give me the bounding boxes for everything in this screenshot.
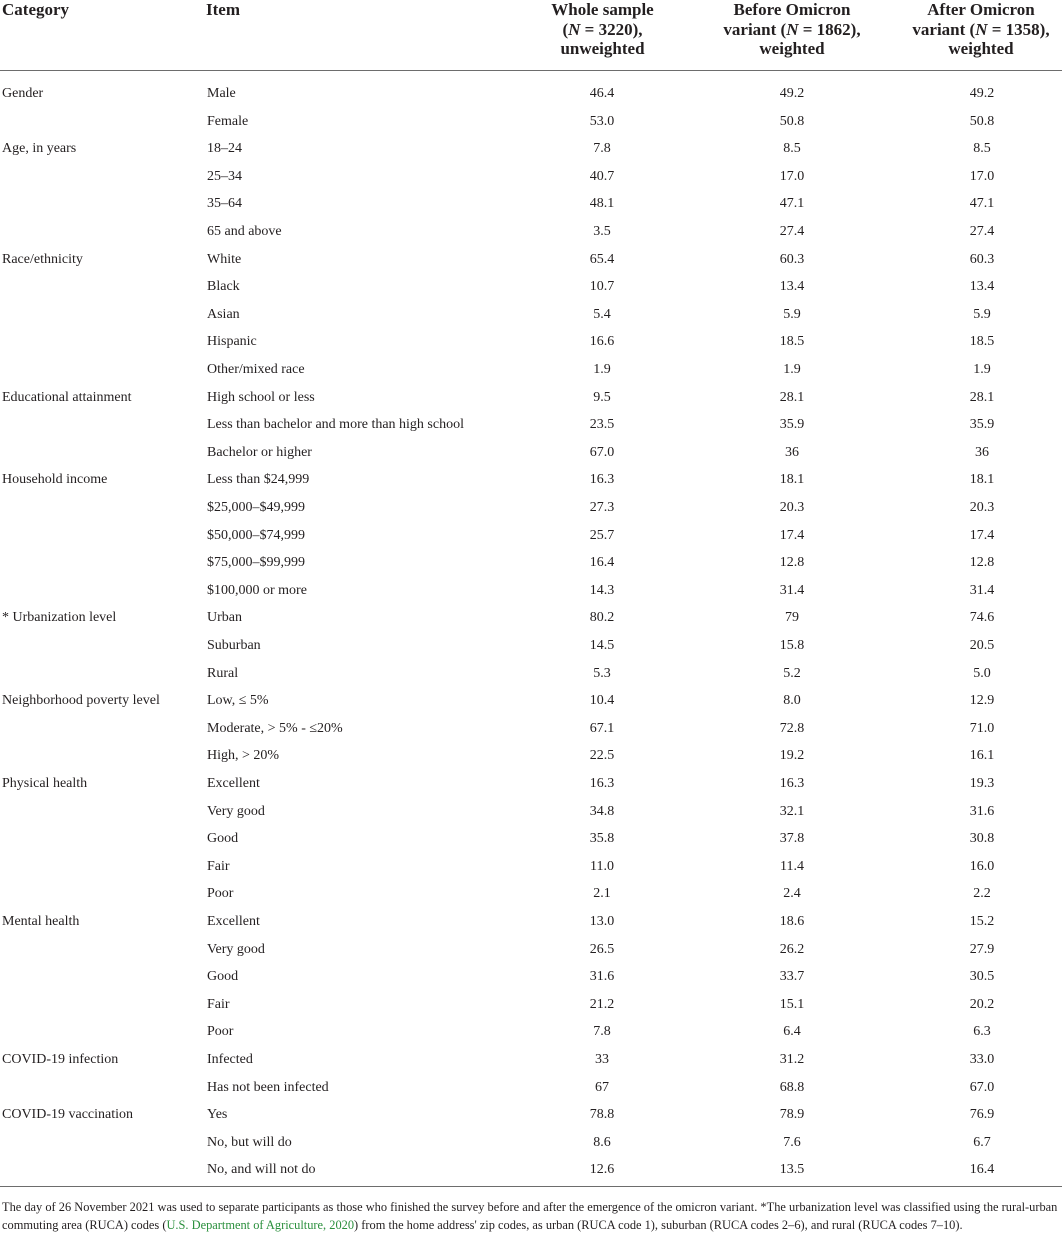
before-omicron-cell: 15.1 <box>779 996 805 1012</box>
after-omicron-cell: 20.3 <box>969 500 995 515</box>
whole-sample-cell: 67 <box>595 1079 609 1095</box>
item-cell: Fair <box>207 996 230 1012</box>
before-omicron-cell: 72.8 <box>779 720 805 736</box>
after-omicron-cell: 31.6 <box>969 803 995 819</box>
whole-sample-cell: 16.3 <box>589 776 615 791</box>
table-bottom-rule <box>0 1186 1062 1187</box>
category-cell: Gender <box>2 86 44 101</box>
whole-sample-cell: 14.3 <box>589 582 615 598</box>
whole-sample-cell: 80.2 <box>589 610 615 626</box>
table-row <box>0 190 1062 218</box>
before-omicron-cell: 1.9 <box>783 362 801 377</box>
item-cell: Moderate, > 5% - ≤20% <box>207 720 343 736</box>
table-row <box>0 439 1062 467</box>
header-before-line1: Before Omicron <box>733 0 851 19</box>
header-after-omicron <box>900 0 1062 59</box>
after-omicron-cell: 74.6 <box>969 610 995 626</box>
whole-sample-cell: 16.6 <box>589 334 615 350</box>
before-omicron-cell: 26.2 <box>779 941 805 957</box>
after-omicron-cell: 13.4 <box>969 279 995 295</box>
whole-sample-cell: 33 <box>595 1052 609 1067</box>
before-omicron-cell: 15.8 <box>779 638 805 653</box>
whole-sample-cell: 1.9 <box>593 362 611 377</box>
item-cell: $100,000 or more <box>207 582 307 598</box>
table-row <box>0 1129 1062 1157</box>
before-omicron-cell: 11.4 <box>780 858 804 874</box>
table-row <box>0 687 1062 715</box>
item-cell: Excellent <box>207 914 260 929</box>
whole-sample-cell: 35.8 <box>589 831 615 847</box>
before-omicron-cell: 28.1 <box>779 389 805 405</box>
before-omicron-cell: 16.3 <box>779 776 805 791</box>
table-row <box>0 1074 1062 1102</box>
item-cell: Poor <box>207 886 234 902</box>
category-cell: Mental health <box>2 914 80 929</box>
whole-sample-cell: 78.8 <box>589 1107 615 1123</box>
after-omicron-cell: 12.8 <box>969 555 995 571</box>
item-cell: Male <box>207 86 236 101</box>
footnote-text-start: The day of 26 November 2021 was used to separate participants as those who finished the survey before and after the emergence of the omicron variant. *The urbanization level was classified using the rural-urban commuting area (RUCA) codes ( <box>2 1200 1058 1232</box>
after-omicron-cell: 16.1 <box>969 748 995 764</box>
before-omicron-cell: 27.4 <box>779 224 805 239</box>
before-omicron-cell: 32.1 <box>779 803 805 819</box>
whole-sample-cell: 34.8 <box>589 803 615 819</box>
header-before-omicron <box>712 0 872 59</box>
table-row <box>0 798 1062 826</box>
before-omicron-cell: 31.2 <box>779 1052 805 1067</box>
table-row <box>0 742 1062 770</box>
item-cell: Good <box>207 831 239 847</box>
whole-sample-cell: 31.6 <box>589 969 615 985</box>
before-omicron-cell: 18.1 <box>779 472 805 488</box>
whole-sample-cell: 7.8 <box>593 1024 611 1040</box>
before-omicron-cell: 35.9 <box>779 417 805 433</box>
before-omicron-cell: 50.8 <box>779 113 805 129</box>
whole-sample-cell: 2.1 <box>593 886 611 902</box>
item-cell: Excellent <box>207 776 260 791</box>
header-whole-sample <box>540 0 665 59</box>
table-row <box>0 991 1062 1019</box>
whole-sample-cell: 10.4 <box>589 693 615 709</box>
before-omicron-cell: 20.3 <box>779 500 805 515</box>
header-whole-line3: unweighted <box>560 39 645 58</box>
after-omicron-cell: 20.5 <box>969 638 995 653</box>
item-cell: 65 and above <box>207 224 282 239</box>
whole-sample-cell: 65.4 <box>589 251 615 267</box>
after-omicron-cell: 36 <box>975 444 989 460</box>
whole-sample-cell: 53.0 <box>589 113 615 129</box>
after-omicron-cell: 18.1 <box>969 472 995 488</box>
after-omicron-cell: 1.9 <box>973 362 991 377</box>
after-omicron-cell: 8.5 <box>973 141 991 157</box>
after-omicron-cell: 30.8 <box>969 831 995 847</box>
item-cell: Asian <box>207 306 240 322</box>
table-row <box>0 715 1062 743</box>
table-row <box>0 328 1062 356</box>
table-row <box>0 1046 1062 1074</box>
category-cell: COVID-19 vaccination <box>2 1107 134 1123</box>
before-omicron-cell: 36 <box>785 444 799 460</box>
after-omicron-cell: 17.4 <box>969 527 995 543</box>
before-omicron-cell: 68.8 <box>779 1079 805 1095</box>
after-omicron-cell: 47.1 <box>969 196 995 212</box>
item-cell: No, and will not do <box>207 1162 316 1178</box>
after-omicron-cell: 27.4 <box>969 224 995 239</box>
item-cell: High school or less <box>207 389 315 405</box>
item-cell: Yes <box>207 1107 228 1123</box>
after-omicron-cell: 18.5 <box>969 334 995 350</box>
table-row <box>0 301 1062 329</box>
category-cell: * Urbanization level <box>2 610 117 626</box>
after-omicron-cell: 5.0 <box>973 665 991 681</box>
item-cell: Fair <box>207 858 230 874</box>
after-omicron-cell: 17.0 <box>969 168 995 184</box>
whole-sample-cell: 67.1 <box>589 720 615 736</box>
item-cell: Less than $24,999 <box>207 472 310 488</box>
item-cell: Infected <box>207 1052 253 1067</box>
whole-sample-cell: 23.5 <box>589 417 615 433</box>
table-row <box>0 660 1062 688</box>
after-omicron-cell: 33.0 <box>969 1052 995 1067</box>
whole-sample-cell: 16.4 <box>589 555 615 571</box>
before-omicron-cell: 18.6 <box>779 914 805 929</box>
whole-sample-cell: 14.5 <box>589 638 615 653</box>
table-row <box>0 963 1062 991</box>
before-omicron-cell: 17.0 <box>779 168 805 184</box>
footnote-text-end: ) from the home address' zip codes, as urban (RUCA code 1), suburban (RUCA codes 2–6), and rural (RUCA codes 7–10). <box>354 1218 963 1232</box>
whole-sample-cell: 67.0 <box>589 444 615 460</box>
whole-sample-cell: 22.5 <box>589 748 615 764</box>
after-omicron-cell: 2.2 <box>973 886 991 902</box>
item-cell: Rural <box>207 665 239 681</box>
table-row <box>0 604 1062 632</box>
table-row <box>0 466 1062 494</box>
category-cell: Age, in years <box>2 141 77 157</box>
item-cell: No, but will do <box>207 1134 292 1150</box>
item-cell: Urban <box>207 610 242 626</box>
table-row <box>0 853 1062 881</box>
item-cell: Poor <box>207 1024 234 1040</box>
before-omicron-cell: 37.8 <box>779 831 805 847</box>
after-omicron-cell: 67.0 <box>969 1079 995 1095</box>
header-after-line1: After Omicron <box>927 0 1035 19</box>
before-omicron-cell: 7.6 <box>783 1134 801 1150</box>
item-cell: Suburban <box>207 638 261 653</box>
table-row <box>0 880 1062 908</box>
item-cell: $25,000–$49,999 <box>207 500 305 515</box>
item-cell: Female <box>207 113 249 129</box>
table-row <box>0 494 1062 522</box>
after-omicron-cell: 20.2 <box>969 996 995 1012</box>
whole-sample-cell: 5.3 <box>593 665 611 681</box>
whole-sample-cell: 16.3 <box>589 472 615 488</box>
table-row <box>0 522 1062 550</box>
table-row <box>0 936 1062 964</box>
header-before-line3: weighted <box>759 39 825 58</box>
before-omicron-cell: 13.4 <box>779 279 805 295</box>
before-omicron-cell: 8.0 <box>783 693 801 709</box>
whole-sample-cell: 46.4 <box>589 86 615 101</box>
item-cell: Good <box>207 969 239 985</box>
after-omicron-cell: 76.9 <box>969 1107 995 1123</box>
after-omicron-cell: 49.2 <box>969 86 995 101</box>
before-omicron-cell: 31.4 <box>779 582 805 598</box>
whole-sample-cell: 3.5 <box>593 224 611 239</box>
after-omicron-cell: 35.9 <box>969 417 995 433</box>
before-omicron-cell: 33.7 <box>779 969 805 985</box>
table-row <box>0 273 1062 301</box>
before-omicron-cell: 5.9 <box>783 306 801 322</box>
table-row <box>0 1101 1062 1129</box>
whole-sample-cell: 21.2 <box>589 996 615 1012</box>
header-whole-line2: (N = 3220), <box>562 19 643 39</box>
item-cell: Very good <box>207 803 265 819</box>
whole-sample-cell: 9.5 <box>593 389 611 405</box>
category-cell: COVID-19 infection <box>2 1052 119 1067</box>
before-omicron-cell: 5.2 <box>783 665 801 681</box>
after-omicron-cell: 71.0 <box>969 720 995 736</box>
header-whole-line1: Whole sample <box>551 0 654 19</box>
before-omicron-cell: 17.4 <box>779 527 805 543</box>
whole-sample-cell: 12.6 <box>589 1162 615 1178</box>
table-header <box>0 0 1062 71</box>
table-row <box>0 108 1062 136</box>
table-row <box>0 163 1062 191</box>
after-omicron-cell: 16.0 <box>969 858 995 874</box>
after-omicron-cell: 6.3 <box>973 1024 991 1040</box>
table-row <box>0 632 1062 660</box>
item-cell: Low, ≤ 5% <box>207 693 269 709</box>
footnote-reference-link[interactable]: U.S. Department of Agriculture, 2020 <box>166 1218 355 1232</box>
item-cell: 18–24 <box>207 141 242 157</box>
whole-sample-cell: 40.7 <box>589 168 615 184</box>
before-omicron-cell: 18.5 <box>779 334 805 350</box>
after-omicron-cell: 27.9 <box>969 941 995 957</box>
header-item: Item <box>206 0 240 19</box>
whole-sample-cell: 25.7 <box>589 527 615 543</box>
before-omicron-cell: 8.5 <box>783 141 801 157</box>
table-row <box>0 770 1062 798</box>
table-row <box>0 549 1062 577</box>
whole-sample-cell: 11.0 <box>590 858 614 874</box>
table-row <box>0 825 1062 853</box>
whole-sample-cell: 7.8 <box>593 141 611 157</box>
table-row <box>0 218 1062 246</box>
before-omicron-cell: 78.9 <box>779 1107 805 1123</box>
table-row <box>0 384 1062 412</box>
table-row <box>0 135 1062 163</box>
category-cell: Household income <box>2 472 108 488</box>
item-cell: 35–64 <box>207 196 242 212</box>
table-row <box>0 908 1062 936</box>
before-omicron-cell: 19.2 <box>779 748 805 764</box>
category-cell: Neighborhood poverty level <box>2 693 160 709</box>
table-footnote <box>2 1198 1060 1234</box>
table-row <box>0 246 1062 274</box>
before-omicron-cell: 47.1 <box>779 196 805 212</box>
after-omicron-cell: 12.9 <box>969 693 995 709</box>
table-row <box>0 356 1062 384</box>
item-cell: $50,000–$74,999 <box>207 527 305 543</box>
item-cell: White <box>207 251 242 267</box>
whole-sample-cell: 5.4 <box>593 306 611 322</box>
header-category: Category <box>2 0 70 19</box>
whole-sample-cell: 13.0 <box>589 914 615 929</box>
category-cell: Physical health <box>2 776 88 791</box>
table-row <box>0 1018 1062 1046</box>
whole-sample-cell: 48.1 <box>589 196 615 212</box>
after-omicron-cell: 28.1 <box>969 389 995 405</box>
whole-sample-cell: 10.7 <box>589 279 615 295</box>
item-cell: Less than bachelor and more than high school <box>207 417 464 433</box>
item-cell: Very good <box>207 941 265 957</box>
before-omicron-cell: 79 <box>785 610 799 626</box>
after-omicron-cell: 50.8 <box>969 113 995 129</box>
item-cell: Bachelor or higher <box>207 444 312 460</box>
table-row <box>0 577 1062 605</box>
header-after-line2: variant (N = 1358), <box>912 19 1050 39</box>
category-cell: Educational attainment <box>2 389 132 405</box>
after-omicron-cell: 30.5 <box>969 969 995 985</box>
item-cell: High, > 20% <box>207 748 280 764</box>
whole-sample-cell: 26.5 <box>589 941 615 957</box>
after-omicron-cell: 16.4 <box>969 1162 995 1178</box>
table-row <box>0 1156 1062 1184</box>
table-row <box>0 411 1062 439</box>
before-omicron-cell: 12.8 <box>779 555 805 571</box>
before-omicron-cell: 60.3 <box>779 251 805 267</box>
after-omicron-cell: 5.9 <box>973 306 991 322</box>
before-omicron-cell: 2.4 <box>783 886 801 902</box>
header-before-line2: variant (N = 1862), <box>723 19 861 39</box>
before-omicron-cell: 49.2 <box>779 86 805 101</box>
whole-sample-cell: 8.6 <box>593 1134 611 1150</box>
before-omicron-cell: 13.5 <box>779 1162 805 1178</box>
after-omicron-cell: 19.3 <box>969 776 995 791</box>
after-omicron-cell: 31.4 <box>969 582 995 598</box>
item-cell: $75,000–$99,999 <box>207 555 305 571</box>
before-omicron-cell: 6.4 <box>783 1024 801 1040</box>
item-cell: Black <box>207 279 240 295</box>
item-cell: Has not been infected <box>207 1079 329 1095</box>
item-cell: 25–34 <box>207 168 242 184</box>
header-after-line3: weighted <box>948 39 1014 58</box>
category-cell: Race/ethnicity <box>2 251 83 267</box>
item-cell: Hispanic <box>207 334 257 350</box>
after-omicron-cell: 6.7 <box>973 1134 991 1150</box>
item-cell: Other/mixed race <box>207 362 305 377</box>
after-omicron-cell: 15.2 <box>969 914 995 929</box>
after-omicron-cell: 60.3 <box>969 251 995 267</box>
table-row <box>0 80 1062 108</box>
whole-sample-cell: 27.3 <box>589 500 615 515</box>
